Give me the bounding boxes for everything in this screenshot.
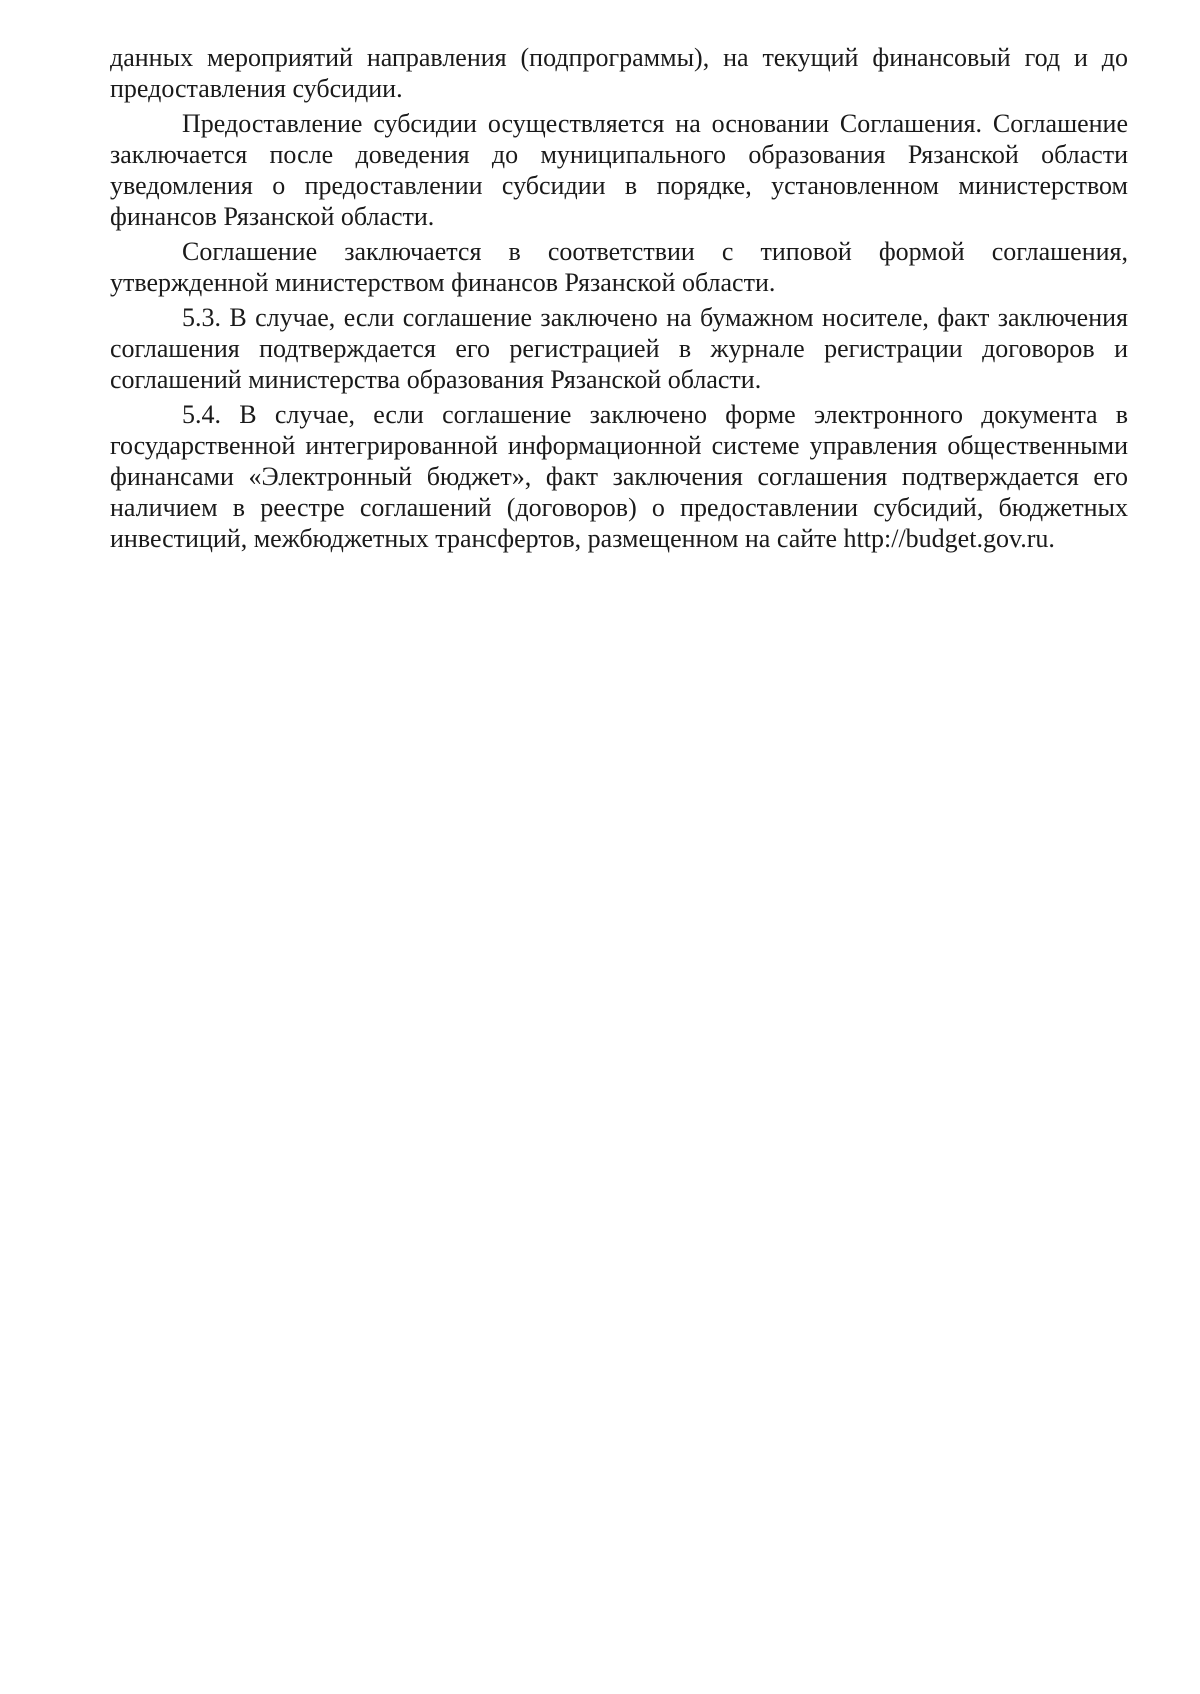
paragraph-5-4: 5.4. В случае, если соглашение заключено форме электронного документа в государственной интегрированной информационной системе управления общественными финансами «Электронный бюджет», факт заключения соглашения подтверждается его наличием в реестре соглашений (договоров) о предоставлении субсидий, бюджетных инвестиций, межбюджетных трансфертов, размещенном на сайте http://budget.gov.ru. xyxy=(110,400,1128,553)
document-body xyxy=(110,42,1128,558)
paragraph-subsidy-basis: Предоставление субсидии осуществляется на основании Соглашения. Соглашение заключается после доведения до муниципального образования Рязанской области уведомления о предоставлении субсидии в порядке, установленном министерством финансов Рязанской области. xyxy=(110,109,1128,231)
paragraph-5-3: 5.3. В случае, если соглашение заключено на бумажном носителе, факт заключения соглашения подтверждается его регистрацией в журнале регистрации договоров и соглашений министерства образования Рязанской области. xyxy=(110,303,1128,394)
paragraph-continuation: данных мероприятий направления (подпрограммы), на текущий финансовый год и до предоставления субсидии. xyxy=(110,43,1128,103)
paragraph-standard-form: Соглашение заключается в соответствии с типовой формой соглашения, утвержденной министерством финансов Рязанской области. xyxy=(110,237,1128,297)
